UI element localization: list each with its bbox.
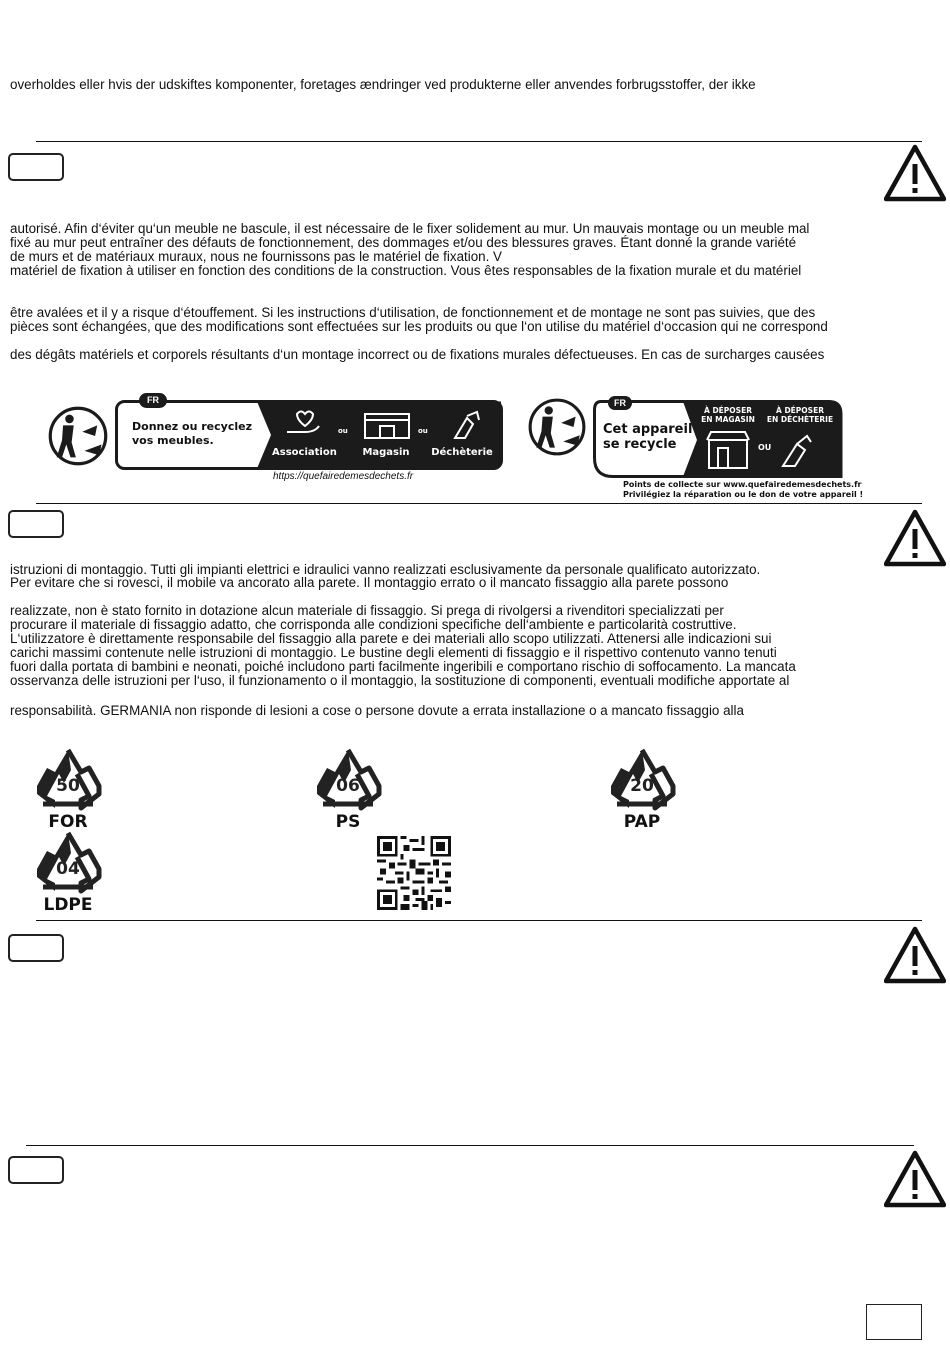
language-box-it [8,510,64,538]
triman-appliance-headline-2: se recycle [603,437,677,452]
triman-furniture-headline-1: Donnez ou recyclez [132,420,252,433]
triman-url: https://quefairedemesdechets.fr [273,471,414,482]
page-number-box [866,1304,922,1340]
it-text-line-9: responsabilità. GERMANIA non risponde di lesioni a cose o persone dovute a errata installazione o a mancato fissaggio alla [10,703,744,718]
fr-text-line-7: des dégâts matériels et corporels résultants d‘un montage incorrect ou de fixations murales défectueuses. En cas de surcharges causées [10,347,825,362]
recycling-code: 06 [336,776,360,796]
section-divider [36,141,922,142]
appliance-col1-line-2: EN MAGASIN [701,415,755,424]
da-text-line-1: overholdes eller hvis der udskiftes komponenter, foretages ændringer ved produkterne eller anvendes forbrugsstoffer, der ikke [10,77,756,92]
it-text-line-5: L‘utilizzatore è direttamente responsabile del fissaggio alla parete e dei materiali allo scopo utilizzati. Attenersi alle indicazioni sui [10,631,772,646]
fr-text-line-4: matériel de fixation à utiliser en fonction des conditions de la construction. Vous êtes responsables de la fixation murale et du matériel [10,263,802,278]
triman-appliance-headline-1: Cet appareil [603,422,693,437]
warning-triangle-icon [884,144,946,202]
option-association: Association [272,447,337,458]
section-divider [26,1145,914,1146]
qr-code-icon[interactable] [377,836,451,910]
it-text-line-8: osservanza delle istruzioni per l‘uso, il funzionamento o il montaggio, la sostituzione di componenti, eventuali modifiche apportate al [10,673,790,688]
fr-badge: FR [139,393,167,408]
appliance-footer-1: Points de collecte sur www.quefairedemesdechets.fr [623,480,862,489]
recycling-label: PS [335,812,361,832]
option-magasin: Magasin [362,447,410,458]
it-text-line-4: procurare il materiale di fissaggio adatto, che corrisponda alle condizioni specifiche dell‘ambiente e particolarità costruttive. [10,617,737,632]
triman-icon [526,396,588,458]
appliance-col1-line-1: À DÉPOSER [704,406,752,415]
recycling-code: 04 [56,859,80,879]
appliance-separator: OU [758,443,772,452]
it-text-line-3: realizzate, non è stato fornito in dotazione alcun materiale di fissaggio. Si prega di rivolgersi a rivenditori specializzati per [10,603,724,618]
recycling-symbol-icon [313,746,383,816]
option-decheterie: Déchèterie [431,447,493,458]
fr-text-line-3: de murs et de matériaux muraux, nous ne fournissons pas le matériel de fixation. V [10,249,502,264]
triman-icon [46,404,110,468]
separator-ou-2: ou [418,427,428,435]
it-text-line-1: istruzioni di montaggio. Tutti gli impianti elettrici e idraulici vanno realizzati esclusivamente da personale qualificato autorizzato. [10,562,761,577]
recycling-label: PAP [623,812,661,832]
recycling-code: 20 [630,776,654,796]
triman-furniture-label [115,400,503,470]
appliance-footer-2: Privilégiez la réparation ou le don de votre appareil ! [623,489,864,499]
recycling-code: 50 [56,776,80,796]
fr-text-line-2: fixé au mur peut entraîner des défauts de fonctionnement, des dommages et/ou des blessures graves. Étant donné la grande variété [10,235,797,250]
triman-furniture-headline-2: vos meubles. [132,434,214,447]
recycling-symbol-icon [33,829,103,899]
fr-badge: FR [608,396,632,410]
language-box [8,1156,64,1184]
recycling-symbol-icon [607,746,677,816]
warning-triangle-icon [884,509,946,567]
it-text-line-7: fuori dalla portata di bambini e neonati, poiché includono parti facilmente ingeribili e comportano rischio di soffocamento. La mancata [10,659,796,674]
appliance-col2-line-2: EN DÉCHÈTERIE [766,415,834,424]
recycling-label: FOR [48,812,88,832]
warning-triangle-icon [884,926,946,984]
fr-text-line-6: pièces sont échangées, que des modifications sont effectuées sur les produits ou que l‘on utilise du matériel d‘occasion qui ne correspond [10,319,828,334]
it-text-line-6: carichi massimi contenute nelle istruzioni di montaggio. Le bustine degli elementi di fissaggio e il rispettivo contenuto vanno tenuti [10,645,777,660]
triman-appliance-label [593,400,843,478]
appliance-col2-line-1: À DÉPOSER [776,406,824,415]
recycling-symbol-icon [33,746,103,816]
fr-text-line-5: être avalées et il y a risque d‘étouffement. Si les instructions d‘utilisation, de fonctionnement et de montage ne sont pas suivies, que des [10,305,816,320]
it-text-line-2: Per evitare che si rovesci, il mobile va ancorato alla parete. Il montaggio errato o il mancato fissaggio alla parete possono [10,575,729,590]
language-box-fr [8,153,64,181]
separator-ou-1: ou [338,427,348,435]
recycling-label: LDPE [43,895,93,915]
warning-triangle-icon [884,1150,946,1208]
section-divider [36,503,922,504]
section-divider [36,920,922,921]
fr-text-line-1: autorisé. Afin d‘éviter qu‘un meuble ne bascule, il est nécessaire de le fixer solidement au mur. Un mauvais montage ou un meuble mal [10,221,810,236]
language-box [8,934,64,962]
